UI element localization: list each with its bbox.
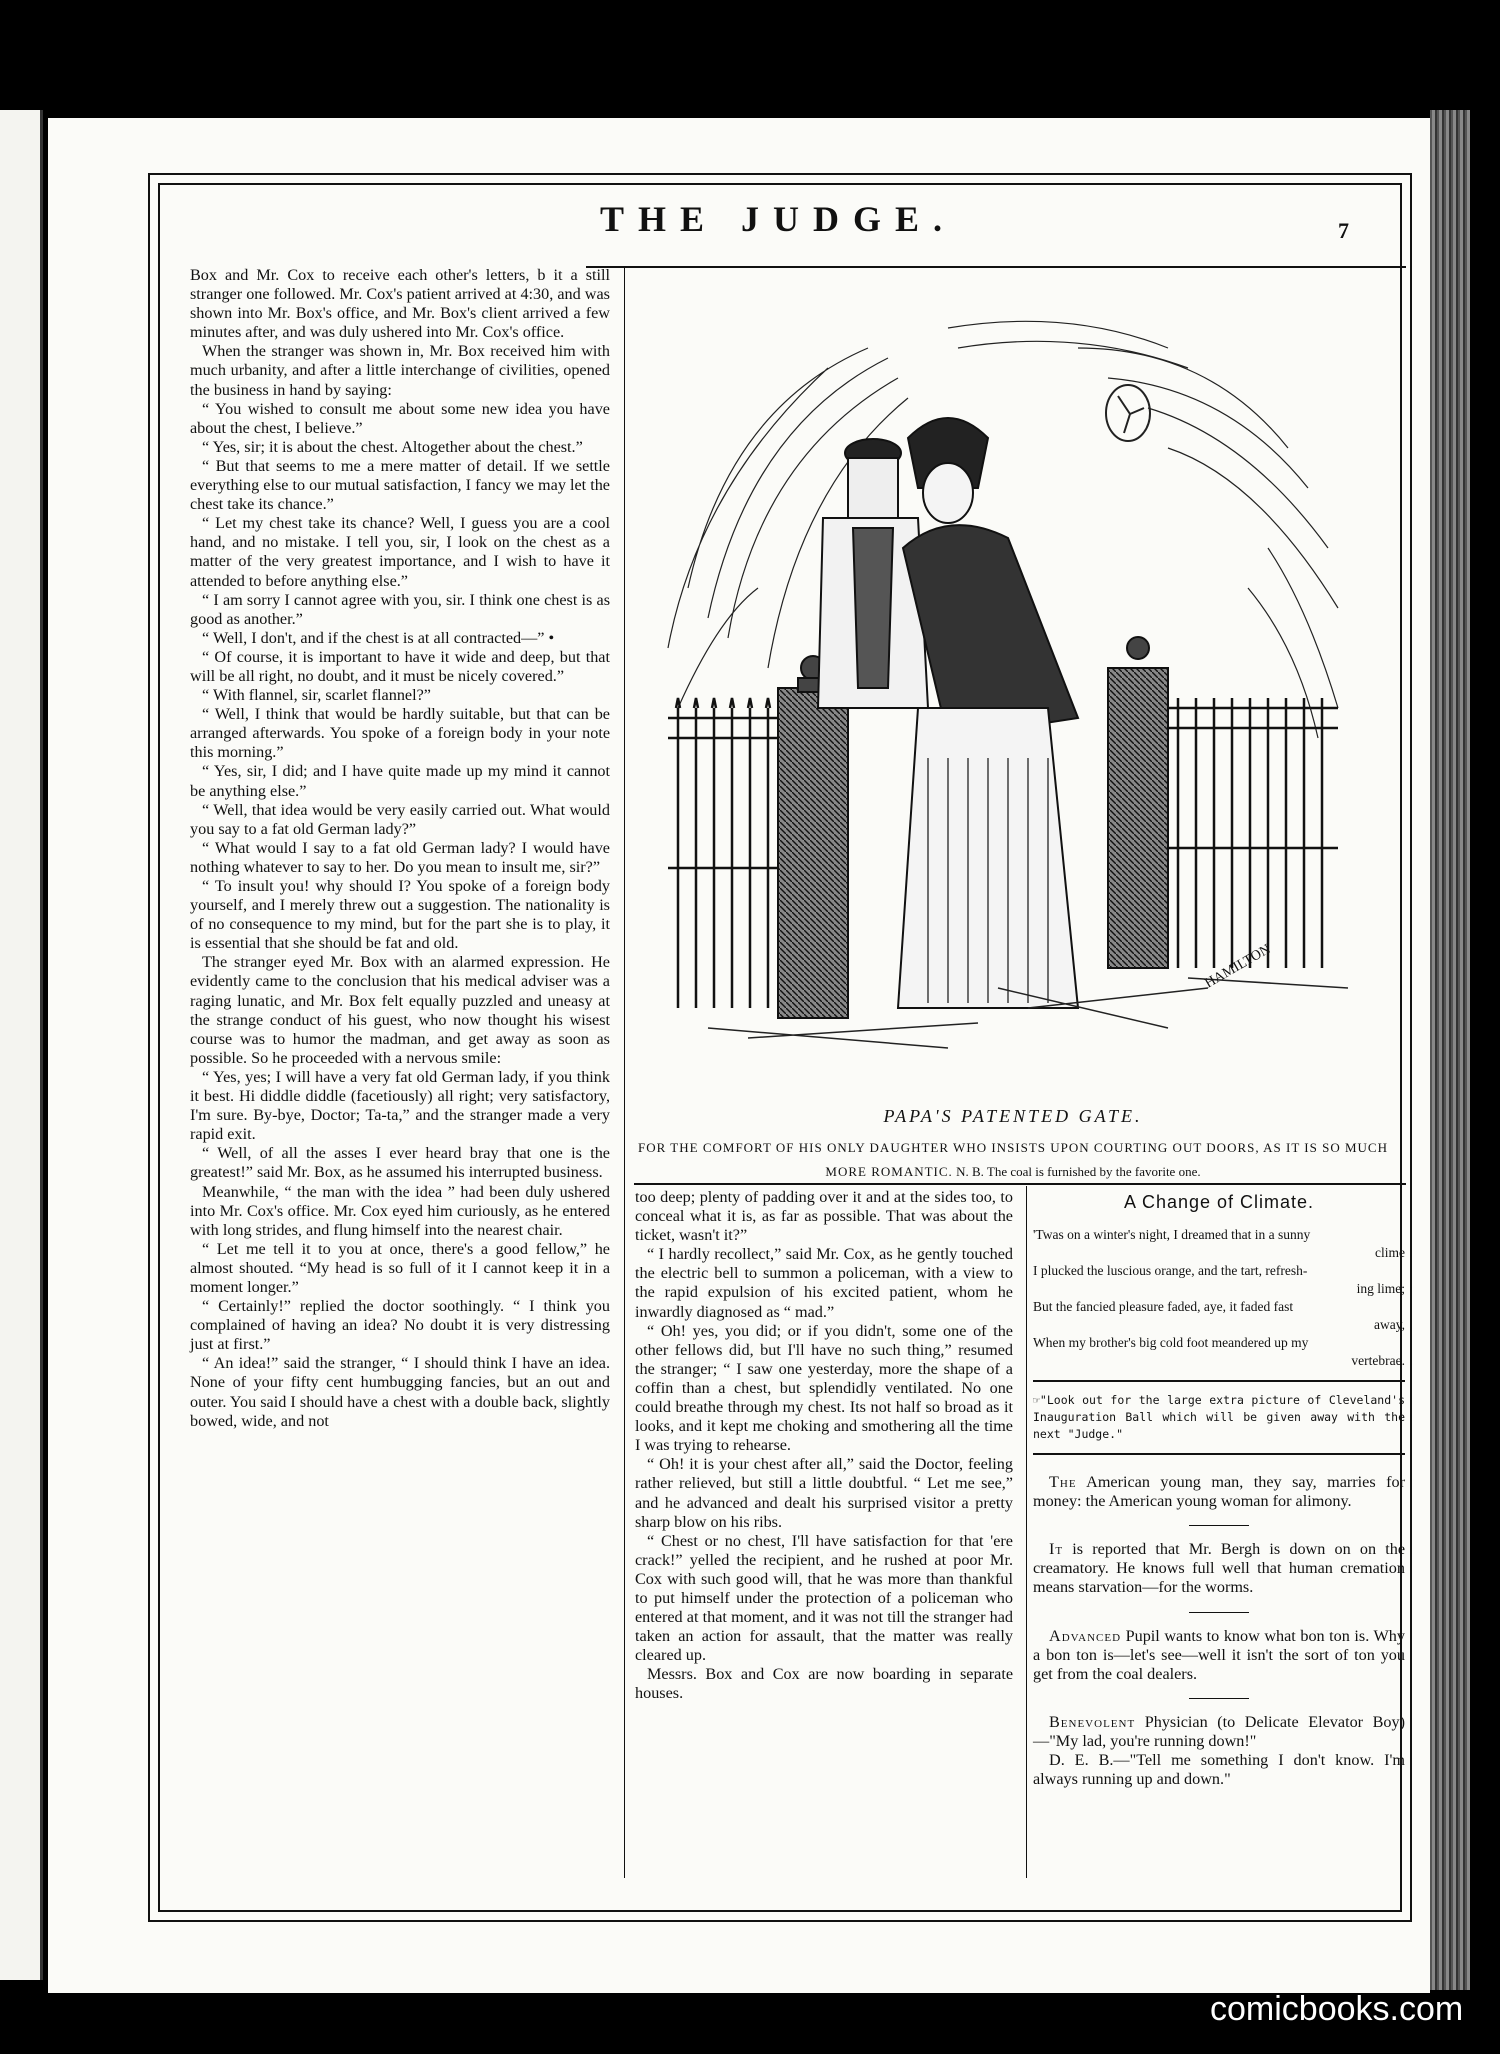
paragraph [1033, 1540, 1405, 1597]
poem [1033, 1226, 1405, 1370]
paragraph: “ With flannel, sir, scarlet flannel?” [202, 686, 431, 705]
paragraph: “ Well, I think that would be hardly suitable, but that can be arranged afterwards. You spoke of a foreign body in your note this morning.” [190, 705, 610, 762]
short-rule [1189, 1525, 1249, 1526]
poem-title: A Change of Climate. [1123, 1192, 1315, 1212]
column-rule [624, 266, 625, 1878]
paragraph: “ Oh! it is your chest after all,” said the Doctor, feeling rather relieved, but still a little doubtful. “ Let me see,” and he advanced and dealt his surprised visitor a pretty sharp blow on his ribs. [635, 1455, 1013, 1531]
paragraph-text: Physician (to Delicate Elevator Boy)—"My lad, you're running down!" [1033, 1712, 1405, 1750]
header-rule [586, 266, 1406, 268]
column-rule [1026, 1186, 1027, 1878]
paragraph: “ To insult you! why should I? You spoke of a foreign body yourself, and I merely threw out a suggestion. The nationality is of no consequence to my mind, but for the part she is to play, it is essential that she should be fat and old. [190, 877, 610, 953]
paragraph: “ Well, of all the asses I ever heard bray that one is the greatest!” said Mr. Box, as he assumed his interrupted business. [190, 1144, 610, 1182]
paragraph: The stranger eyed Mr. Box with an alarmed expression. He evidently came to the conclusion that his medical adviser was a raging lunatic, and Mr. Box felt equally puzzled and uneasy at the strange conduct of his guest, who now thought his wisest course was to humor the madman, and get away as soon as possible. So he proceeded with a nervous smile: [190, 953, 610, 1067]
section-rule [634, 1183, 1406, 1185]
poem-line-turnover: ing lime; [1356, 1281, 1405, 1297]
left-page-spine [0, 110, 43, 1980]
paragraph: “ What would I say to a fat old German lady? I would have nothing whatever to say to her. Do you mean to insult me, sir?” [190, 838, 610, 876]
site-watermark: comicbooks.com [1210, 1990, 1464, 2028]
poem-line-turnover: clime [1375, 1245, 1405, 1261]
paragraph: “ Let my chest take its chance? Well, I guess you are a cool hand, and no mistake. I tell you, sir, I look on the chest as a matter of the very greatest importance, and I wish to have it attended to before anything else.” [190, 514, 610, 590]
paragraph-text: Pupil wants to know what bon ton is. Why a bon ton is—let's see—well it isn't the sort of ton you get from the coal dealers. [1033, 1626, 1405, 1683]
paragraph [1033, 1473, 1405, 1511]
short-rule [1189, 1698, 1249, 1699]
paragraph: “ But that seems to me a mere matter of detail. If we settle everything else to our mutual satisfaction, I fancy we may let the chest take its chance.” [190, 456, 610, 514]
poem-line-turnover: away, [1374, 1317, 1405, 1333]
paragraph: “ Let me tell it to you at once, there's a good fellow,” he almost shouted. “My head is so full of it I cannot keep it in a moment longer.” [190, 1239, 610, 1296]
poem-line-turnover: vertebrae. [1351, 1353, 1405, 1369]
paragraph: “ Yes, sir, I did; and I have quite made up my mind it cannot be anything else.” [190, 762, 610, 800]
paragraph [1033, 1627, 1405, 1684]
paragraph: “ Yes, yes; I will have a very fat old German lady, if you think it best. Hi diddle diddle (facetiously) all right; very satisfactory, I'm sure. By-bye, Doctor; Ta-ta,” and the stranger made a very rapid exit. [190, 1067, 610, 1144]
subcaption-note: N. B. The coal is furnished by the favorite one. [956, 1164, 1201, 1179]
section-rule [1033, 1380, 1405, 1382]
poem-line: I plucked the luscious orange, and the tart, refresh- [1033, 1263, 1308, 1279]
subcaption-main: FOR THE COMFORT OF HIS ONLY DAUGHTER WHO INSISTS UPON COURTING OUT DOORS, AS IT IS SO MUCH MORE ROMANTIC. [638, 1140, 1388, 1179]
paragraph: “ An idea!” said the stranger, “ I should think I have an idea. None of your fifty cent humbugging fancies, but an out and outer. You said I should have a chest with a double back, slightly bowed, wide, and not [190, 1354, 610, 1430]
paragraph: Messrs. Box and Cox are now boarding in separate houses. [635, 1665, 1013, 1703]
illustration-subcaption [638, 1136, 1388, 1184]
paragraph: When the stranger was shown in, Mr. Box received him with much urbanity, and after a little interchange of civilities, opened the business in hand by saying: [190, 342, 610, 399]
lady-figure [898, 418, 1078, 1008]
lead-word: The [1049, 1473, 1077, 1492]
paragraph: “ I am sorry I cannot agree with you, sir. I think one chest is as good as another.” [190, 590, 610, 628]
gate-post-left [778, 656, 848, 1018]
paragraph [1033, 1713, 1405, 1751]
paragraph: “ I hardly recollect,” said Mr. Cox, as he gently touched the electric bell to summon a policeman, with a view to the rapid expulsion of his excited patient, whom he inwardly diagnosed as “ mad.” [635, 1245, 1013, 1321]
lead-word: It [1049, 1540, 1064, 1559]
page-edge-stack [1430, 110, 1470, 1990]
paragraph-text: American young man, they say, marries for money: the American young woman for alimony. [1033, 1473, 1405, 1511]
page-number: 7 [1338, 218, 1349, 243]
magazine-page [48, 118, 1430, 1993]
moon [1106, 385, 1150, 441]
paragraph: too deep; plenty of padding over it and at the sides too, to conceal what it is, as far as possible. That was about the ticket, wasn't it?” [635, 1188, 1013, 1245]
poem-line: When my brother's big cold foot meandered up my [1033, 1335, 1309, 1351]
paragraph: “ Yes, sir; it is about the chest. Altogether about the chest.” [202, 437, 583, 456]
right-column [1033, 1193, 1405, 1789]
poem-line: But the fancied pleasure faded, aye, it faded fast [1033, 1299, 1294, 1315]
cartoon-illustration [648, 288, 1378, 1058]
lead-word: Benevolent [1049, 1712, 1136, 1731]
paragraph: “ Well, I don't, and if the chest is at all contracted—” • [202, 628, 555, 647]
paragraph: “ You wished to consult me about some new idea you have about the chest, I believe.” [190, 399, 610, 437]
artist-signature: HAMILTON [1202, 941, 1274, 992]
paragraph-text: is reported that Mr. Bergh is down on on the creamatory. He knows full well that human cremation means starvation—for the worms. [1033, 1540, 1405, 1597]
lead-word: Advanced [1049, 1626, 1122, 1645]
advertisement-notice: ☞"Look out for the large extra picture of Cleveland's Inauguration Ball which will be given away with the next "Judge." [1033, 1393, 1405, 1442]
gate-post-right [1108, 637, 1168, 968]
paragraph: “ Well, that idea would be very easily carried out. What would you say to a fat old German lady?” [190, 800, 610, 838]
paragraph: Box and Mr. Cox to receive each other's letters, b it a still stranger one followed. Mr. Cox's patient arrived at 4:30, and was shown into Mr. Box's office, and Mr. Box's client arrived a few minutes after, and was duly ushered into Mr. Cox's office. [190, 266, 610, 342]
poem-line: 'Twas on a winter's night, I dreamed that in a sunny [1033, 1227, 1311, 1243]
paragraph: “ Oh! yes, you did; or if you didn't, some one of the other fellows did, but I'll have no such thing,” resumed the stranger; “ I saw one yesterday, more the shape of a coffin than a chest, but splendidly ventilated. No one could breathe through my chest. Its not half so broad as it looks, and it kept me choking and smothering all the time I was trying to rehearse. [635, 1321, 1013, 1455]
paragraph: “ Certainly!” replied the doctor soothingly. “ I think you complained of having an idea? No doubt it is very distressing just at first.” [190, 1297, 610, 1354]
masthead-title: THE JUDGE. [599, 199, 957, 239]
paragraph: “ Of course, it is important to have it wide and deep, but that will be all right, no doubt, and it must be nicely covered.” [190, 647, 610, 685]
paragraph: “ Chest or no chest, I'll have satisfaction for that 'ere crack!” yelled the recipient, and he rushed at poor Mr. Cox with such good will, that he was more than thankful to put himself under the protection of a policeman who entered at that moment, and it was not till the stranger had taken an action for assault, that the matter was really cleared up. [635, 1531, 1013, 1665]
middle-column [635, 1188, 1013, 1704]
section-rule [1033, 1453, 1405, 1455]
paragraph: D. E. B.—"Tell me something I don't know. I'm always running up and down." [1033, 1751, 1405, 1789]
left-column [190, 266, 610, 1431]
illustration-caption: PAPA'S PATENTED GATE. [883, 1106, 1143, 1126]
short-rule [1189, 1612, 1249, 1613]
paragraph: Meanwhile, “ the man with the idea ” had been duly ushered into Mr. Cox's office. Mr. Cox eyed him curiously, as he entered with long strides, and flung himself into the nearest chair. [190, 1182, 610, 1239]
